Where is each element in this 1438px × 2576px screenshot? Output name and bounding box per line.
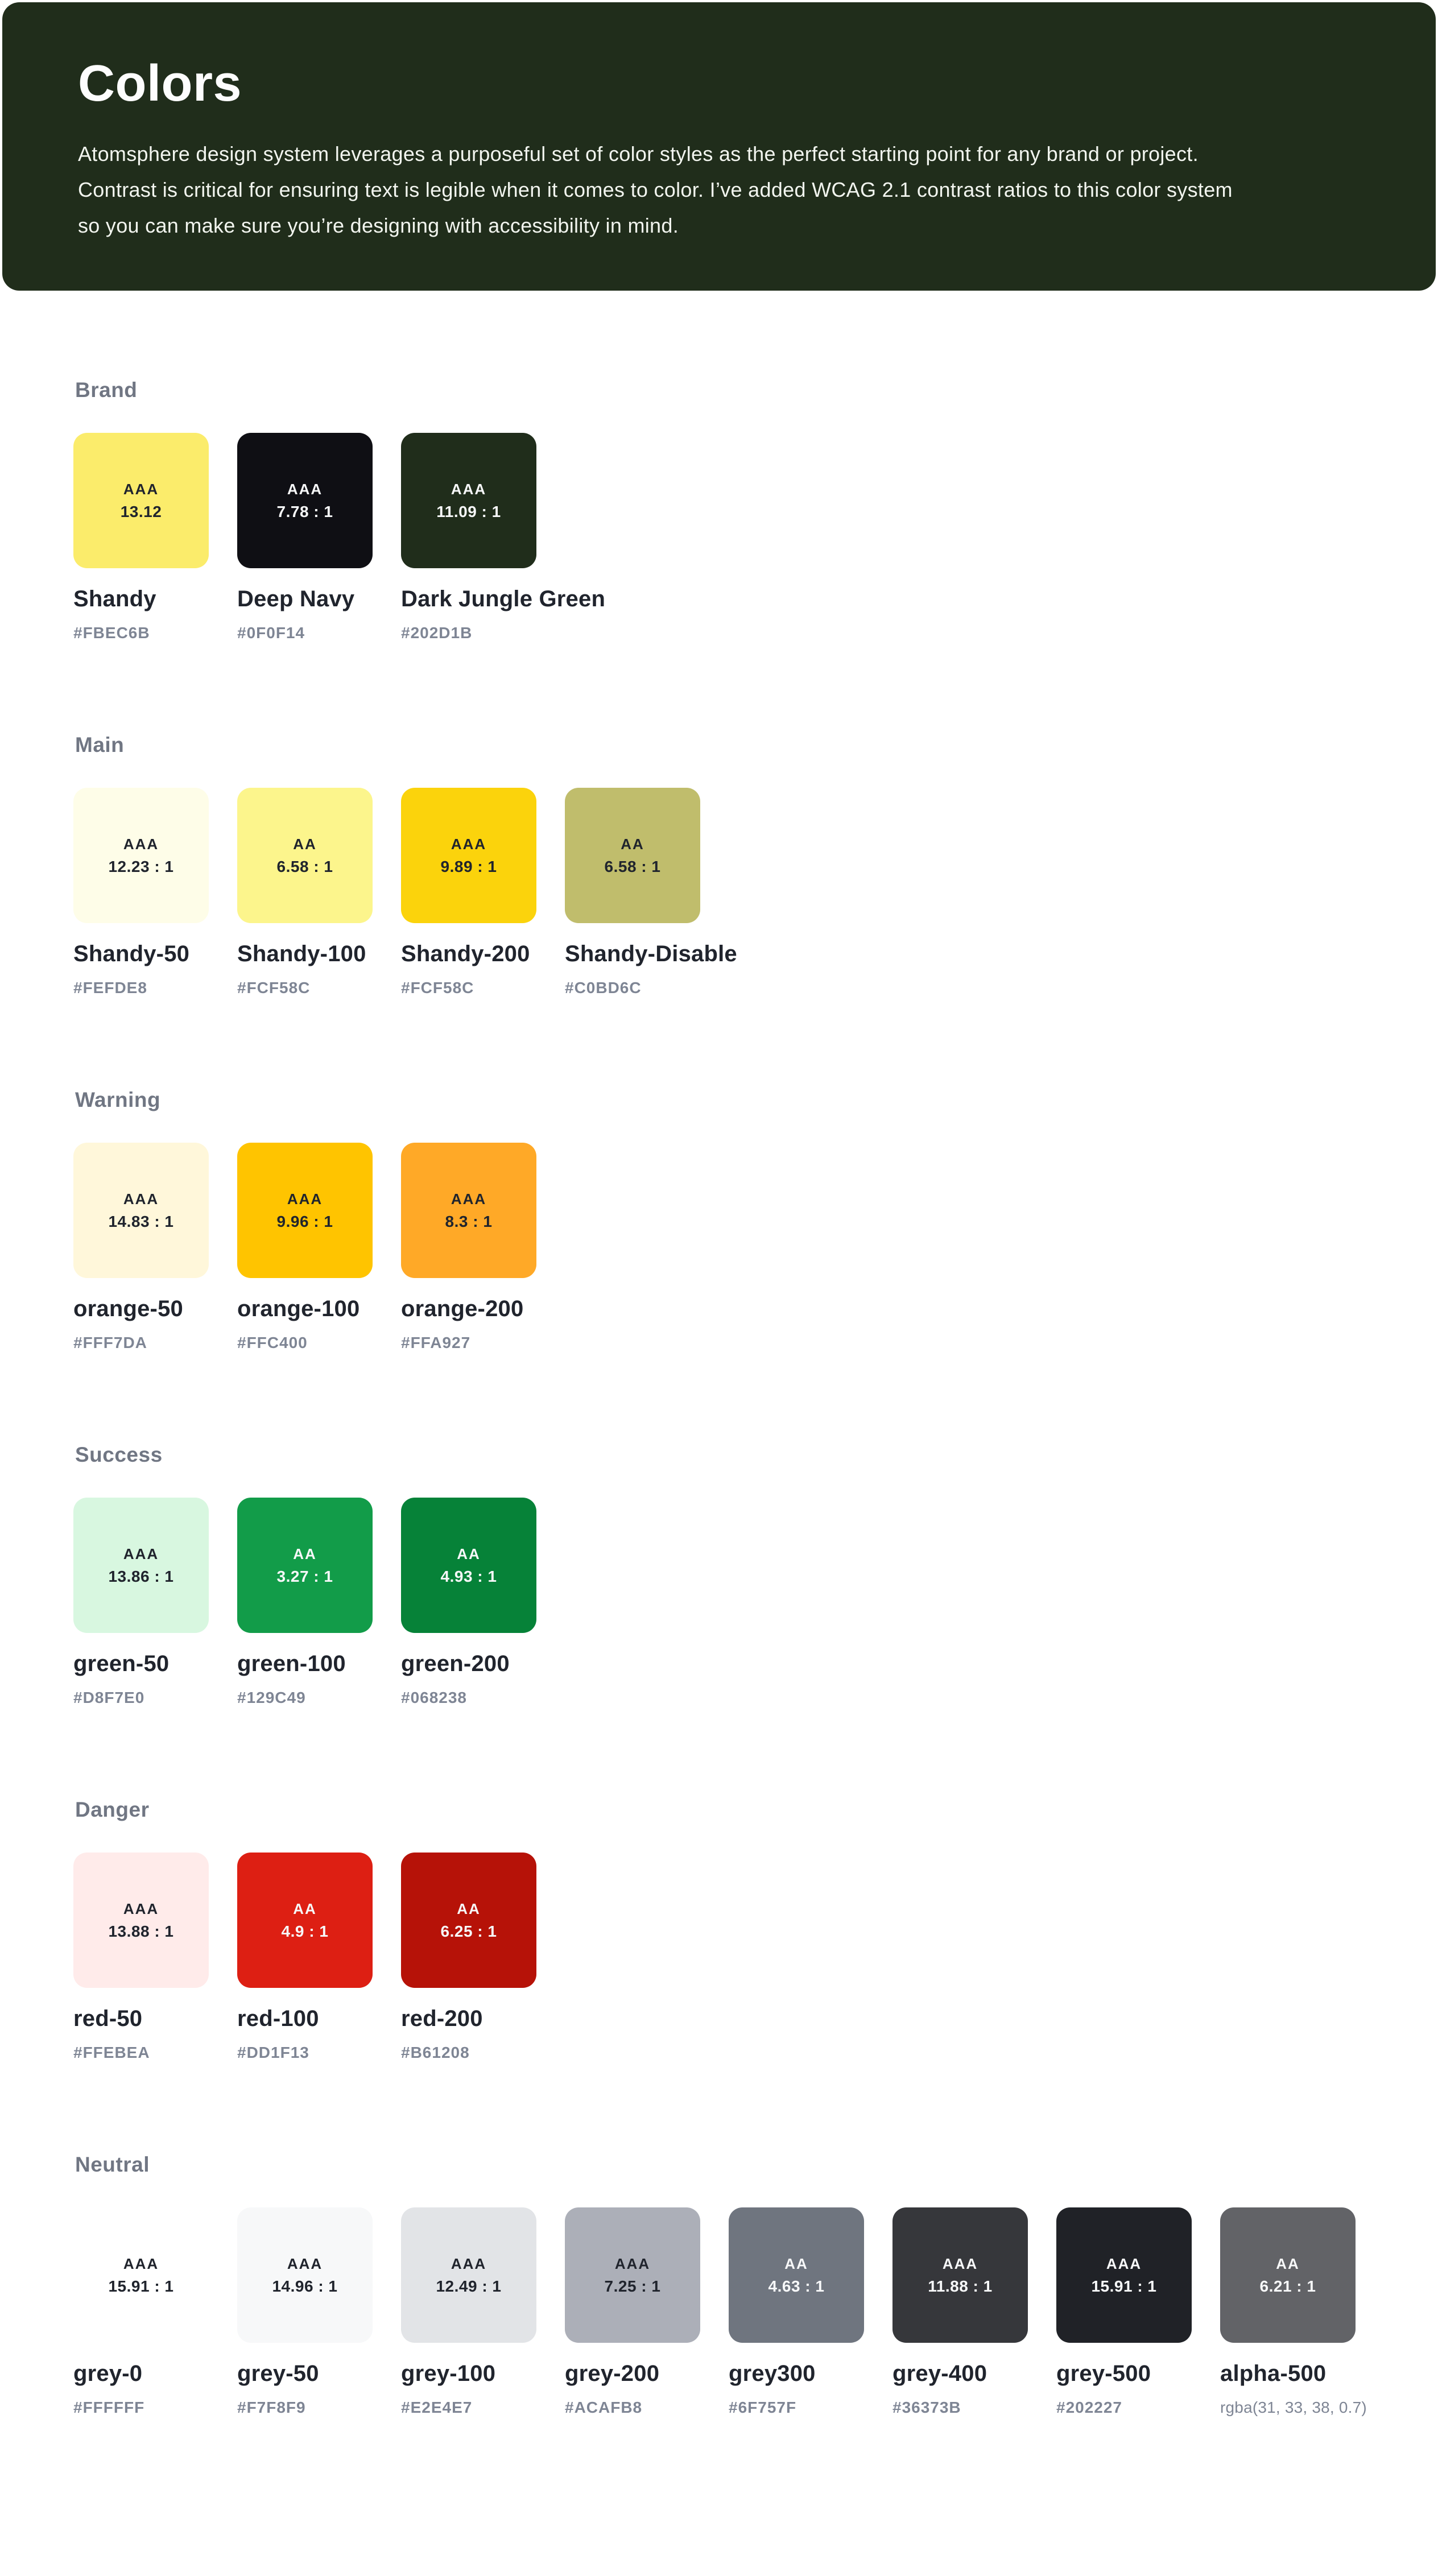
color-name: Shandy-200 bbox=[401, 941, 530, 966]
color-hex-value: #FBEC6B bbox=[73, 624, 150, 642]
color-hex-value: #0F0F14 bbox=[237, 624, 305, 642]
swatch-row bbox=[73, 2207, 1438, 2417]
swatch-card bbox=[237, 1143, 373, 1278]
contrast-ratio-value: 7.25 : 1 bbox=[604, 2277, 661, 2295]
color-swatch bbox=[565, 2207, 700, 2417]
color-section bbox=[73, 2153, 1438, 2417]
color-section bbox=[73, 1443, 1438, 1707]
swatch-card bbox=[237, 1498, 373, 1633]
color-swatch bbox=[73, 1498, 209, 1707]
color-name: grey-50 bbox=[237, 2361, 319, 2386]
color-hex-value: #D8F7E0 bbox=[73, 1689, 145, 1706]
color-swatch bbox=[729, 2207, 864, 2417]
color-hex-value: #36373B bbox=[892, 2399, 961, 2416]
section-title: Warning bbox=[75, 1088, 161, 1111]
wcag-rating-label: AA bbox=[621, 835, 644, 853]
color-hex-value: #FEFDE8 bbox=[73, 979, 147, 997]
contrast-ratio-value: 11.88 : 1 bbox=[928, 2277, 993, 2295]
color-hex-value: #E2E4E7 bbox=[401, 2399, 473, 2416]
swatch-card bbox=[1220, 2207, 1356, 2343]
swatch-card bbox=[401, 788, 536, 923]
color-section bbox=[73, 1798, 1438, 2062]
color-hex-value: #ACAFB8 bbox=[565, 2399, 643, 2416]
color-hex-value: #FFFFFF bbox=[73, 2399, 145, 2416]
swatch-card bbox=[237, 433, 373, 568]
swatch-row bbox=[73, 1498, 1438, 1707]
swatch-card bbox=[1056, 2207, 1192, 2343]
color-sections bbox=[0, 291, 1438, 2576]
wcag-rating-label: AA bbox=[457, 1900, 481, 1917]
contrast-ratio-value: 14.83 : 1 bbox=[108, 1212, 174, 1230]
color-hex-value: #6F757F bbox=[729, 2399, 797, 2416]
swatch-card bbox=[73, 1853, 209, 1988]
color-swatch bbox=[73, 1853, 209, 2062]
contrast-ratio-value: 8.3 : 1 bbox=[445, 1212, 493, 1230]
color-name: red-50 bbox=[73, 2006, 143, 2031]
contrast-ratio-value: 6.21 : 1 bbox=[1259, 2277, 1316, 2295]
color-hex-value: #FFC400 bbox=[237, 1334, 308, 1351]
color-name: green-100 bbox=[237, 1651, 346, 1676]
page-title: Colors bbox=[78, 55, 242, 112]
contrast-ratio-value: 7.78 : 1 bbox=[276, 502, 333, 520]
swatch-card bbox=[237, 1853, 373, 1988]
color-name: Shandy bbox=[73, 586, 156, 611]
swatch-card bbox=[401, 1853, 536, 1988]
contrast-ratio-value: 3.27 : 1 bbox=[276, 1567, 333, 1585]
section-title: Neutral bbox=[75, 2153, 150, 2176]
swatch-card bbox=[401, 2207, 536, 2343]
page-description: Atomsphere design system leverages a purposeful set of color styles as the perfect starting point for any brand or project. Contrast is critical for ensuring text is legible when it comes to color. I’ve added WCAG 2.1 contrast ratios to this color system so you can make sure you’re designing with accessibility in mind. bbox=[78, 142, 1233, 237]
wcag-rating-label: AAA bbox=[287, 2255, 323, 2272]
wcag-rating-label: AA bbox=[784, 2255, 808, 2272]
wcag-rating-label: AAA bbox=[942, 2255, 978, 2272]
wcag-rating-label: AAA bbox=[123, 2255, 159, 2272]
color-hex-value: #202227 bbox=[1056, 2399, 1123, 2416]
contrast-ratio-value: 12.49 : 1 bbox=[436, 2277, 502, 2295]
contrast-ratio-value: 15.91 : 1 bbox=[1091, 2277, 1157, 2295]
color-name: green-50 bbox=[73, 1651, 170, 1676]
color-swatch bbox=[237, 2207, 373, 2417]
wcag-rating-label: AA bbox=[293, 1545, 317, 1562]
color-swatch bbox=[1056, 2207, 1192, 2417]
wcag-rating-label: AAA bbox=[287, 480, 323, 498]
swatch-card bbox=[892, 2207, 1028, 2343]
wcag-rating-label: AAA bbox=[123, 1900, 159, 1917]
swatch-card bbox=[237, 2207, 373, 2343]
swatch-card bbox=[73, 2207, 209, 2343]
color-swatch bbox=[401, 788, 536, 997]
contrast-ratio-value: 6.58 : 1 bbox=[276, 857, 333, 875]
section-title: Danger bbox=[75, 1798, 150, 1821]
color-name: orange-50 bbox=[73, 1296, 183, 1321]
swatch-card bbox=[73, 788, 209, 923]
contrast-ratio-value: 6.58 : 1 bbox=[604, 857, 661, 875]
contrast-ratio-value: 13.86 : 1 bbox=[108, 1567, 174, 1585]
swatch-card bbox=[73, 1498, 209, 1633]
swatch-row bbox=[73, 1143, 1438, 1352]
color-hex-value: #B61208 bbox=[401, 2044, 470, 2061]
color-swatch bbox=[73, 788, 209, 997]
wcag-rating-label: AAA bbox=[123, 1190, 159, 1208]
swatch-row bbox=[73, 1853, 1438, 2062]
color-hex-value: #FCF58C bbox=[401, 979, 474, 997]
color-hex-value: #FFF7DA bbox=[73, 1334, 147, 1351]
contrast-ratio-value: 4.9 : 1 bbox=[281, 1922, 329, 1940]
swatch-card bbox=[237, 788, 373, 923]
swatch-card bbox=[73, 433, 209, 568]
swatch-card bbox=[401, 1498, 536, 1633]
color-swatch bbox=[401, 433, 606, 642]
swatch-card bbox=[565, 788, 700, 923]
color-name: Deep Navy bbox=[237, 586, 355, 611]
swatch-card bbox=[729, 2207, 864, 2343]
wcag-rating-label: AAA bbox=[1106, 2255, 1142, 2272]
color-name: alpha-500 bbox=[1220, 2361, 1327, 2386]
color-swatch bbox=[892, 2207, 1028, 2417]
page bbox=[0, 2, 1438, 2576]
color-section bbox=[73, 378, 1438, 642]
color-name: green-200 bbox=[401, 1651, 510, 1676]
wcag-rating-label: AA bbox=[293, 835, 317, 853]
swatch-card bbox=[73, 1143, 209, 1278]
wcag-rating-label: AA bbox=[1276, 2255, 1300, 2272]
wcag-rating-label: AAA bbox=[287, 1190, 323, 1208]
color-swatch bbox=[237, 1498, 373, 1707]
color-hex-value: #FCF58C bbox=[237, 979, 311, 997]
contrast-ratio-value: 11.09 : 1 bbox=[436, 502, 501, 520]
color-section bbox=[73, 733, 1438, 997]
color-name: grey-400 bbox=[892, 2361, 987, 2386]
swatch-row bbox=[73, 433, 1438, 642]
color-swatch bbox=[237, 433, 373, 642]
color-name: Dark Jungle Green bbox=[401, 586, 606, 611]
color-swatch bbox=[401, 1498, 536, 1707]
color-hex-value: #DD1F13 bbox=[237, 2044, 309, 2061]
section-title: Main bbox=[75, 733, 125, 756]
color-swatch bbox=[73, 2207, 209, 2417]
contrast-ratio-value: 4.63 : 1 bbox=[768, 2277, 825, 2295]
color-swatch bbox=[401, 2207, 536, 2417]
contrast-ratio-value: 13.88 : 1 bbox=[108, 1922, 174, 1940]
color-name: grey-100 bbox=[401, 2361, 496, 2386]
color-name: grey-500 bbox=[1056, 2361, 1151, 2386]
color-swatch bbox=[237, 1853, 373, 2062]
color-name: Shandy-50 bbox=[73, 941, 190, 966]
wcag-rating-label: AAA bbox=[123, 1545, 159, 1562]
color-swatch bbox=[1220, 2207, 1367, 2417]
color-hex-value: #068238 bbox=[401, 1689, 468, 1706]
color-swatch bbox=[401, 1853, 536, 2062]
color-hex-value: #129C49 bbox=[237, 1689, 306, 1706]
color-swatch bbox=[565, 788, 737, 997]
contrast-ratio-value: 4.93 : 1 bbox=[440, 1567, 497, 1585]
wcag-rating-label: AAA bbox=[451, 1190, 487, 1208]
swatch-row bbox=[73, 788, 1438, 997]
color-name: orange-100 bbox=[237, 1296, 360, 1321]
wcag-rating-label: AAA bbox=[123, 480, 159, 498]
color-name: Shandy-100 bbox=[237, 941, 366, 966]
wcag-rating-label: AAA bbox=[123, 835, 159, 853]
color-name: orange-200 bbox=[401, 1296, 524, 1321]
wcag-rating-label: AAA bbox=[614, 2255, 651, 2272]
color-hex-value: #FFA927 bbox=[401, 1334, 471, 1351]
swatch-card bbox=[565, 2207, 700, 2343]
wcag-rating-label: AAA bbox=[451, 480, 487, 498]
contrast-ratio-value: 12.23 : 1 bbox=[108, 857, 174, 875]
contrast-ratio-value: 9.89 : 1 bbox=[440, 857, 497, 875]
contrast-ratio-value: 13.12 bbox=[120, 502, 162, 520]
wcag-rating-label: AAA bbox=[451, 2255, 487, 2272]
color-hex-value: #FFEBEA bbox=[73, 2044, 150, 2061]
color-swatch bbox=[73, 1143, 209, 1352]
color-hex-value: #C0BD6C bbox=[565, 979, 642, 997]
wcag-rating-label: AA bbox=[457, 1545, 481, 1562]
swatch-card bbox=[401, 433, 536, 568]
contrast-ratio-value: 15.91 : 1 bbox=[108, 2277, 174, 2295]
wcag-rating-label: AA bbox=[293, 1900, 317, 1917]
color-section bbox=[73, 1088, 1438, 1352]
contrast-ratio-value: 9.96 : 1 bbox=[276, 1212, 333, 1230]
color-name: grey-0 bbox=[73, 2361, 143, 2386]
color-swatch bbox=[237, 1143, 373, 1352]
contrast-ratio-value: 6.25 : 1 bbox=[440, 1922, 497, 1940]
section-title: Success bbox=[75, 1443, 163, 1466]
color-swatch bbox=[237, 788, 373, 997]
swatch-card bbox=[401, 1143, 536, 1278]
wcag-rating-label: AAA bbox=[451, 835, 487, 853]
color-name: grey-200 bbox=[565, 2361, 660, 2386]
color-swatch bbox=[73, 433, 209, 642]
color-name: red-200 bbox=[401, 2006, 483, 2031]
color-name: red-100 bbox=[237, 2006, 319, 2031]
section-title: Brand bbox=[75, 378, 138, 402]
color-name: Shandy-Disable bbox=[565, 941, 737, 966]
color-hex-value: #202D1B bbox=[401, 624, 473, 642]
color-hex-value: rgba(31, 33, 38, 0.7) bbox=[1220, 2399, 1367, 2416]
color-name: grey300 bbox=[729, 2361, 816, 2386]
color-swatch bbox=[401, 1143, 536, 1352]
header-banner bbox=[2, 2, 1436, 291]
color-hex-value: #F7F8F9 bbox=[237, 2399, 306, 2416]
contrast-ratio-value: 14.96 : 1 bbox=[272, 2277, 338, 2295]
